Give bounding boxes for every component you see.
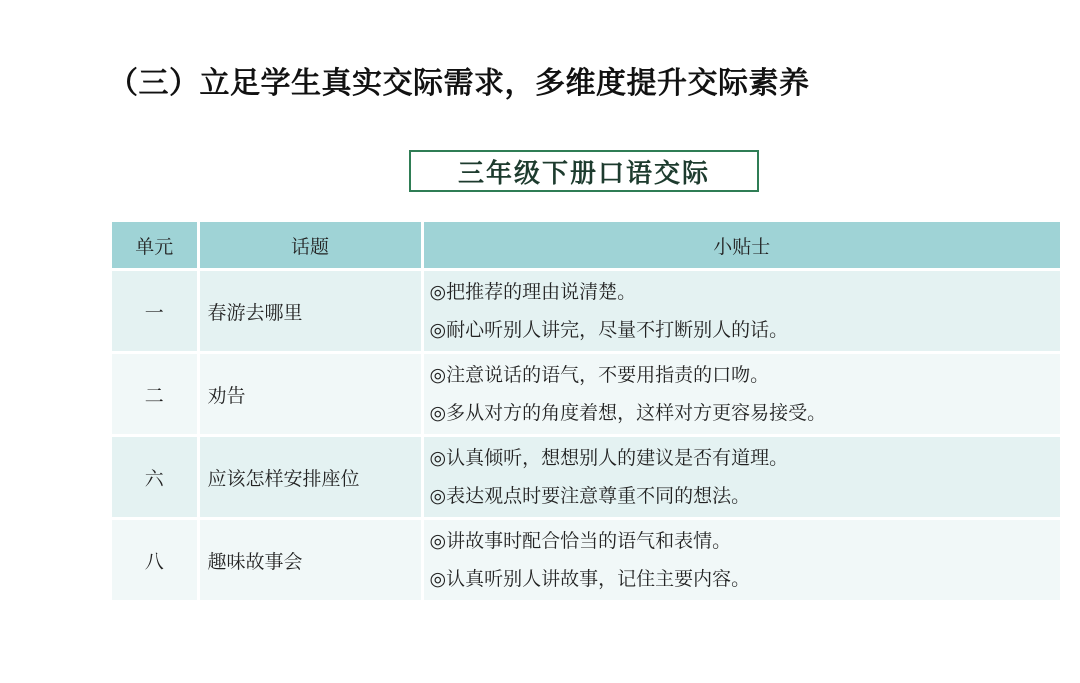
header-topic: 话题	[198, 222, 422, 270]
unit-cell: 六	[112, 436, 198, 519]
tips-cell	[422, 353, 1060, 436]
tips-cell	[422, 519, 1060, 601]
section-heading: （三）立足学生真实交际需求，多维度提升交际素养	[108, 66, 810, 101]
tips-cell	[422, 270, 1060, 353]
oral-communication-table	[112, 222, 1060, 600]
table-row	[112, 270, 1060, 353]
tip-line: ◎表达观点时要注意尊重不同的想法。	[429, 485, 751, 507]
topic-cell: 劝告	[198, 353, 422, 436]
header-unit: 单元	[112, 222, 198, 270]
topic-cell: 春游去哪里	[198, 270, 422, 353]
unit-cell: 一	[112, 270, 198, 353]
table-row	[112, 353, 1060, 436]
table-title-box: 三年级下册口语交际	[409, 150, 759, 192]
topic-cell: 趣味故事会	[198, 519, 422, 601]
tip-line: ◎认真听别人讲故事，记住主要内容。	[429, 568, 751, 590]
tip-line: ◎多从对方的角度着想，这样对方更容易接受。	[429, 402, 827, 424]
tip-line: ◎认真倾听，想想别人的建议是否有道理。	[429, 447, 789, 469]
table-header-row	[112, 222, 1060, 270]
tip-line: ◎耐心听别人讲完，尽量不打断别人的话。	[429, 319, 789, 341]
header-tips: 小贴士	[422, 222, 1060, 270]
table-row	[112, 519, 1060, 601]
tip-line: ◎把推荐的理由说清楚。	[429, 281, 637, 303]
table-row	[112, 436, 1060, 519]
tips-cell	[422, 436, 1060, 519]
tip-line: ◎讲故事时配合恰当的语气和表情。	[429, 530, 732, 552]
unit-cell: 八	[112, 519, 198, 601]
topic-cell: 应该怎样安排座位	[198, 436, 422, 519]
unit-cell: 二	[112, 353, 198, 436]
tip-line: ◎注意说话的语气，不要用指责的口吻。	[429, 364, 770, 386]
